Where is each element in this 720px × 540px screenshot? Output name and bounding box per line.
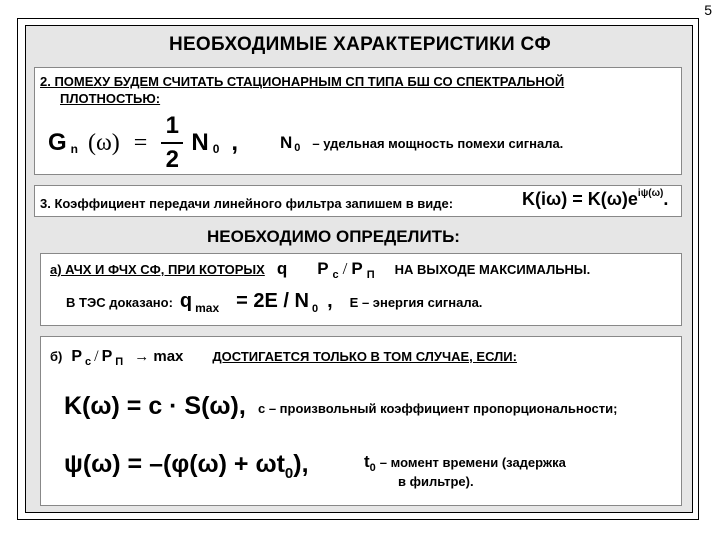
- fraction-denominator: 2: [165, 146, 180, 173]
- t0-desc-line2: в фильтре).: [398, 474, 474, 489]
- def-N: N: [280, 133, 293, 152]
- qmax-q: q: [179, 290, 193, 312]
- matched-amplitude-formula: K(ω) = c · S(ω),: [64, 392, 246, 420]
- section-a-line2: [66, 290, 482, 313]
- def-N-sub: 0: [294, 142, 301, 154]
- ratio-Pn: P: [351, 259, 363, 278]
- ratio-Pc: P: [317, 259, 329, 278]
- phase-formula-sub: 0: [284, 465, 294, 482]
- t0-sub: 0: [369, 462, 376, 474]
- b-ratio-Pn: P: [101, 348, 113, 365]
- t0-definition: [364, 452, 566, 472]
- section-3-text: 3. Коэффициент передачи линейного фильтра запишем в виде:: [40, 196, 454, 211]
- formula-N-sub: 0: [212, 142, 220, 156]
- formula-N: N: [191, 129, 209, 156]
- formula-G-sub: n: [70, 142, 79, 156]
- page-number: 5: [704, 2, 712, 18]
- formula-G: G: [48, 129, 67, 156]
- transfer-formula: K(iω) = K(ω)e: [522, 189, 638, 209]
- t0-t: t: [364, 452, 370, 471]
- formula-arg: (ω): [88, 129, 120, 156]
- b-ratio-end: → max: [134, 348, 184, 365]
- fraction-half: [161, 112, 183, 174]
- fraction-numerator: 1: [165, 112, 180, 139]
- energy-text: E – энергия сигнала.: [349, 295, 483, 310]
- section-2-line1: 2. ПОМЕХУ БУДЕМ СЧИТАТЬ СТАЦИОНАРНЫМ СП ТИПА БШ СО СПЕКТРАЛЬНОЙ: [40, 74, 565, 89]
- tes-proved-text: В ТЭС доказано:: [66, 295, 173, 310]
- matched-phase-formula: [64, 450, 309, 482]
- fraction-bar: [161, 142, 183, 144]
- section-a-line1: [50, 259, 590, 279]
- section-2-line2: ПЛОТНОСТЬЮ:: [60, 91, 161, 106]
- transfer-formula-end: .: [663, 189, 669, 209]
- transfer-function-formula: [522, 189, 668, 210]
- determine-heading: НЕОБХОДИМО ОПРЕДЕЛИТЬ:: [207, 227, 460, 246]
- b-ratio-Pc-sub: c: [85, 356, 92, 368]
- noise-psd-formula: [48, 112, 238, 174]
- section-b-label: б): [50, 349, 63, 364]
- formula-eq: =: [133, 129, 148, 156]
- b-ratio-Pc: P: [71, 348, 83, 365]
- transfer-formula-sup: iψ(ω): [637, 188, 664, 199]
- ratio-Pc-sub: c: [332, 269, 339, 281]
- noise-definition: [280, 133, 563, 153]
- phase-formula-end: ),: [293, 450, 309, 478]
- b-ratio-Pn-sub: П: [115, 356, 124, 368]
- section-b-line1: [50, 348, 517, 366]
- formula-comma: ,: [231, 129, 239, 156]
- qmax-formula: = 2E / N: [236, 290, 309, 312]
- ratio-slash: /: [342, 259, 348, 278]
- qmax-sub2: 0: [311, 303, 319, 315]
- section-a-q: q: [276, 259, 288, 278]
- section-a-text: а) АЧХ И ФЧХ СФ, ПРИ КОТОРЫХ: [50, 262, 265, 277]
- phase-formula: ψ(ω) = –(φ(ω) + ωt: [64, 450, 285, 478]
- def-text: – удельная мощность помехи сигнала.: [312, 136, 564, 151]
- section-b-condition: ДОСТИГАЕТСЯ ТОЛЬКО В ТОМ СЛУЧАЕ, ЕСЛИ:: [212, 349, 517, 364]
- t0-desc-line1: – момент времени (задержка: [379, 455, 566, 470]
- b-ratio-slash: /: [94, 348, 99, 365]
- matched-amplitude-desc: c – произвольный коэффициент пропорциональности;: [258, 401, 618, 416]
- section-a-end: НА ВЫХОДЕ МАКСИМАЛЬНЫ.: [394, 262, 591, 277]
- ratio-Pn-sub: П: [366, 269, 375, 281]
- qmax-sub: max: [195, 301, 220, 315]
- slide-title: НЕОБХОДИМЫЕ ХАРАКТЕРИСТИКИ СФ: [168, 34, 552, 55]
- qmax-comma: ,: [327, 290, 333, 312]
